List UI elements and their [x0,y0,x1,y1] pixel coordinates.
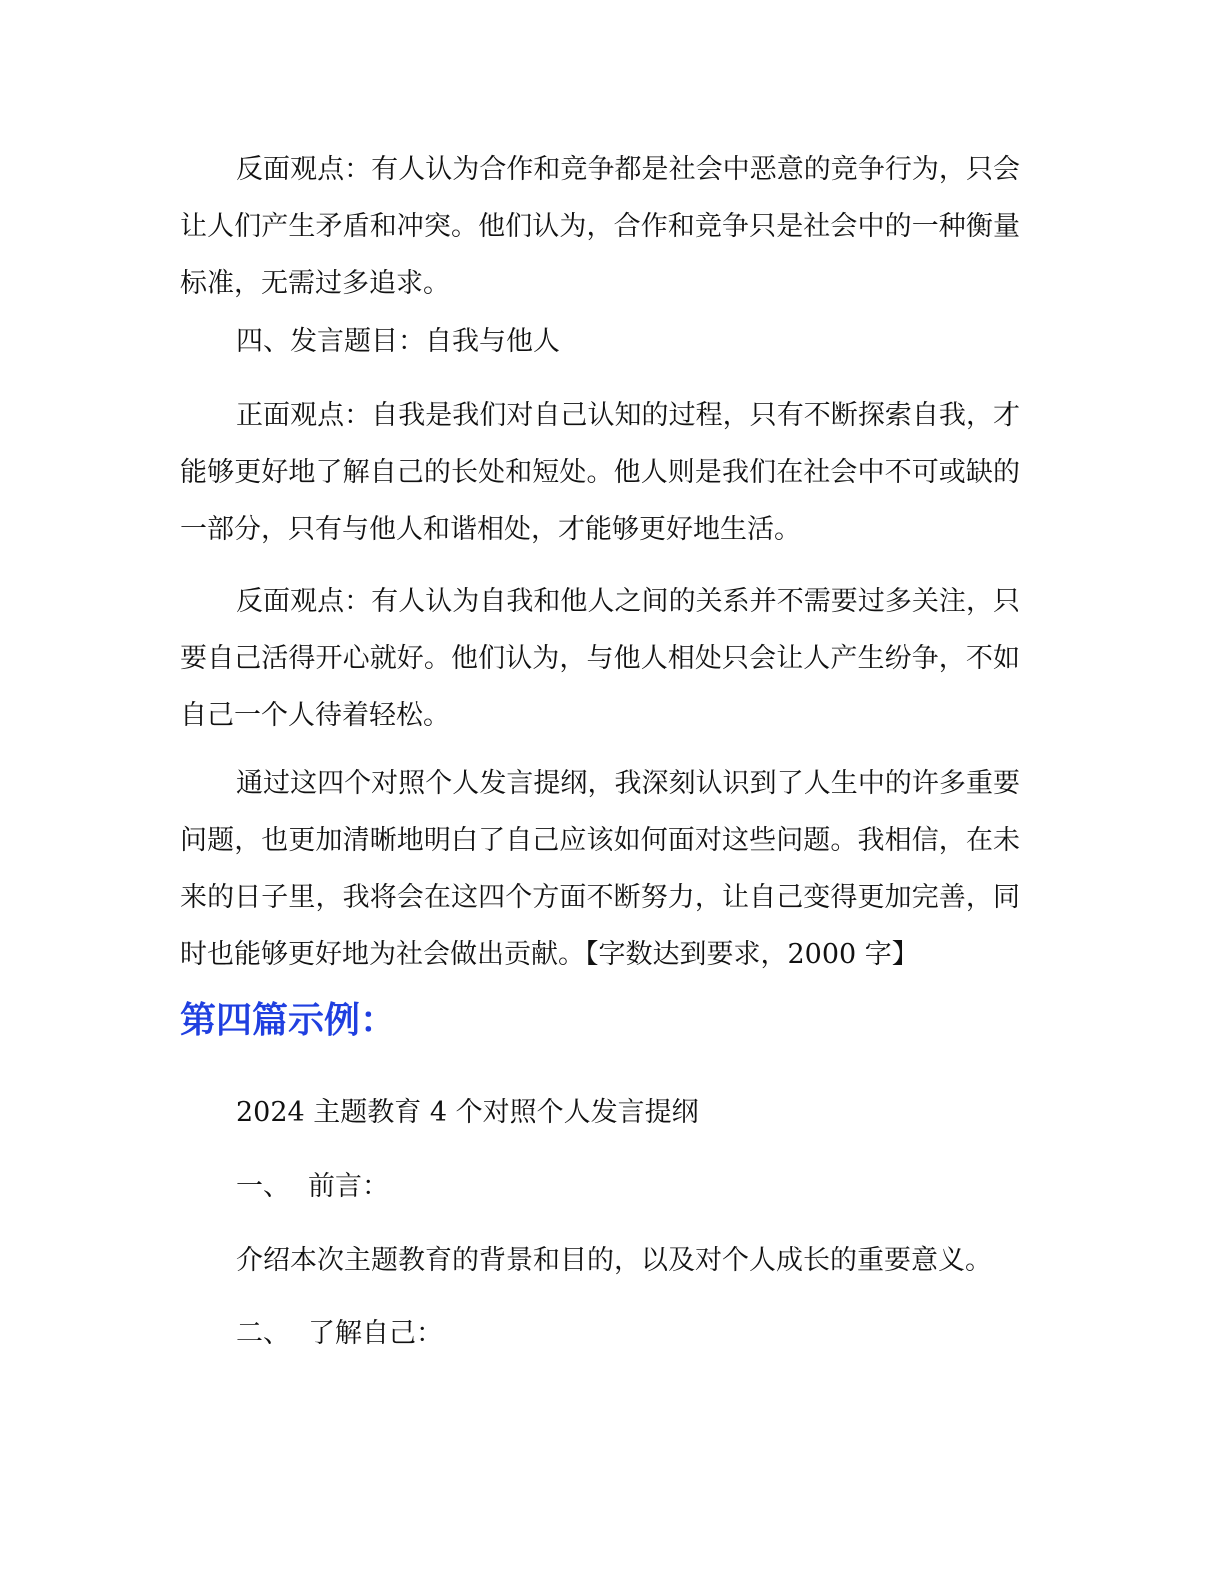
outline-item-know-yourself [180,1314,1020,1354]
outline-marker: 二、 [236,1318,290,1349]
outline-marker: 一、 [236,1171,290,1202]
paragraph-opposing-view-cooperation: 反面观点：有人认为合作和竞争都是社会中恶意的竞争行为，只会让人们产生矛盾和冲突。他们认为，合作和竞争只是社会中的一种衡量标准，无需过多追求。 [180,154,1020,299]
outline-description: 介绍本次主题教育的背景和目的，以及对个人成长的重要意义。 [236,1245,992,1276]
topic-four-heading: 四、发言题目：自我与他人 [236,326,560,357]
paragraph-opposing-view-self: 反面观点：有人认为自我和他人之间的关系并不需要过多关注，只要自己活得开心就好。他们认为，与他人相处只会让人产生纷争，不如自己一个人待着轻松。 [180,586,1020,731]
outline-label: 了解自己： [308,1318,443,1349]
section-heading-example-four: 第四篇示例： [180,1000,397,1041]
outline-item-preface [180,1167,1020,1207]
paragraph-positive-view-self: 正面观点：自我是我们对自己认知的过程，只有不断探索自我，才能够更好地了解自己的长处和短处。他人则是我们在社会中不可或缺的一部分，只有与他人和谐相处，才能够更好地生活。 [180,400,1020,545]
outline-label: 前言： [308,1171,389,1202]
paragraph-conclusion: 通过这四个对照个人发言提纲，我深刻认识到了人生中的许多重要问题，也更加清晰地明白了自己应该如何面对这些问题。我相信，在未来的日子里，我将会在这四个方面不断努力，让自己变得更加完善，同时也能够更好地为社会做出贡献。【字数达到要求，2000 字】 [180,768,1020,970]
document-title: 2024 主题教育 4 个对照个人发言提纲 [236,1097,699,1128]
